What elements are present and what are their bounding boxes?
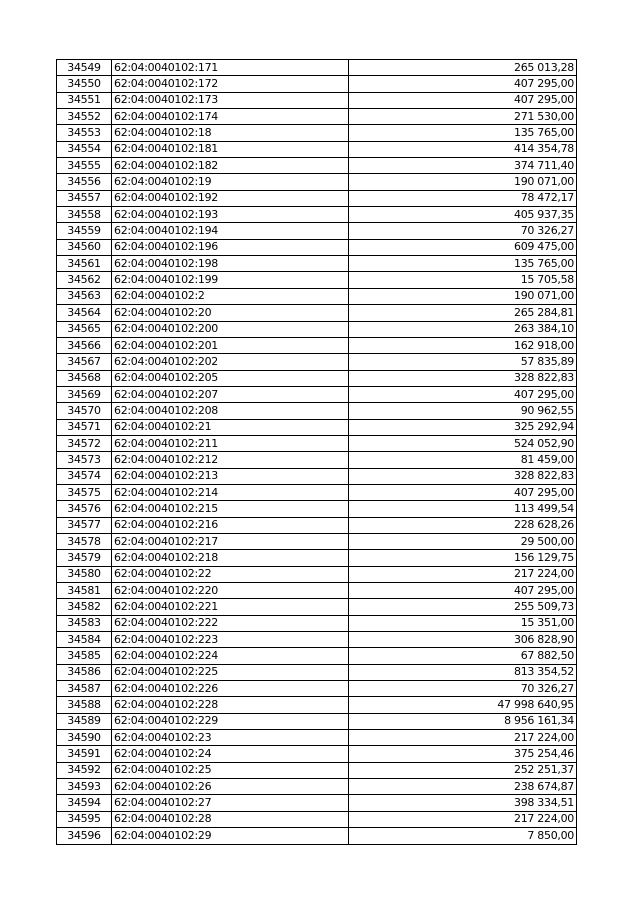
cadastral-number-cell: 62:04:0040102:26 (112, 779, 349, 795)
cadastral-number-cell: 62:04:0040102:174 (112, 109, 349, 125)
row-number-cell: 34589 (57, 713, 112, 729)
row-number-cell: 34592 (57, 762, 112, 778)
cadastral-value-cell: 15 705,58 (349, 272, 577, 288)
cadastral-value-cell: 217 224,00 (349, 566, 577, 582)
row-number-cell: 34564 (57, 305, 112, 321)
table-row (57, 223, 577, 239)
table-row (57, 517, 577, 533)
table-row (57, 321, 577, 337)
table-row (57, 484, 577, 500)
cadastral-value-cell: 156 129,75 (349, 550, 577, 566)
cadastral-number-cell: 62:04:0040102:229 (112, 713, 349, 729)
cadastral-value-cell: 306 828,90 (349, 632, 577, 648)
cadastral-number-cell: 62:04:0040102:208 (112, 403, 349, 419)
cadastral-value-table (56, 59, 577, 845)
row-number-cell: 34550 (57, 76, 112, 92)
row-number-cell: 34555 (57, 158, 112, 174)
cadastral-number-cell: 62:04:0040102:213 (112, 468, 349, 484)
cadastral-number-cell: 62:04:0040102:171 (112, 60, 349, 76)
table-row (57, 730, 577, 746)
table-row (57, 256, 577, 272)
table-row (57, 92, 577, 108)
cadastral-value-cell: 47 998 640,95 (349, 697, 577, 713)
table-row (57, 533, 577, 549)
table-row (57, 828, 577, 844)
cadastral-number-cell: 62:04:0040102:181 (112, 141, 349, 157)
cadastral-number-cell: 62:04:0040102:192 (112, 190, 349, 206)
row-number-cell: 34570 (57, 403, 112, 419)
row-number-cell: 34588 (57, 697, 112, 713)
cadastral-number-cell: 62:04:0040102:21 (112, 419, 349, 435)
cadastral-number-cell: 62:04:0040102:221 (112, 599, 349, 615)
row-number-cell: 34563 (57, 288, 112, 304)
cadastral-value-cell: 217 224,00 (349, 730, 577, 746)
table-row (57, 337, 577, 353)
row-number-cell: 34559 (57, 223, 112, 239)
row-number-cell: 34587 (57, 681, 112, 697)
table-row (57, 60, 577, 76)
cadastral-value-cell: 265 284,81 (349, 305, 577, 321)
table-row (57, 239, 577, 255)
cadastral-value-cell: 217 224,00 (349, 811, 577, 827)
cadastral-number-cell: 62:04:0040102:22 (112, 566, 349, 582)
cadastral-number-cell: 62:04:0040102:24 (112, 746, 349, 762)
cadastral-number-cell: 62:04:0040102:218 (112, 550, 349, 566)
cadastral-number-cell: 62:04:0040102:28 (112, 811, 349, 827)
cadastral-value-cell: 328 822,83 (349, 468, 577, 484)
row-number-cell: 34583 (57, 615, 112, 631)
cadastral-number-cell: 62:04:0040102:215 (112, 501, 349, 517)
table-row (57, 109, 577, 125)
table-row (57, 550, 577, 566)
row-number-cell: 34591 (57, 746, 112, 762)
table-row (57, 713, 577, 729)
cadastral-number-cell: 62:04:0040102:201 (112, 337, 349, 353)
table-row (57, 354, 577, 370)
row-number-cell: 34585 (57, 648, 112, 664)
cadastral-value-cell: 609 475,00 (349, 239, 577, 255)
table-row (57, 468, 577, 484)
table-row (57, 697, 577, 713)
row-number-cell: 34575 (57, 484, 112, 500)
cadastral-value-cell: 67 882,50 (349, 648, 577, 664)
row-number-cell: 34557 (57, 190, 112, 206)
row-number-cell: 34580 (57, 566, 112, 582)
row-number-cell: 34584 (57, 632, 112, 648)
cadastral-number-cell: 62:04:0040102:198 (112, 256, 349, 272)
row-number-cell: 34593 (57, 779, 112, 795)
cadastral-number-cell: 62:04:0040102:173 (112, 92, 349, 108)
table-row (57, 762, 577, 778)
cadastral-value-cell: 238 674,87 (349, 779, 577, 795)
cadastral-value-cell: 255 509,73 (349, 599, 577, 615)
cadastral-value-cell: 78 472,17 (349, 190, 577, 206)
table-row (57, 403, 577, 419)
row-number-cell: 34562 (57, 272, 112, 288)
cadastral-number-cell: 62:04:0040102:182 (112, 158, 349, 174)
cadastral-value-cell: 271 530,00 (349, 109, 577, 125)
cadastral-number-cell: 62:04:0040102:212 (112, 452, 349, 468)
row-number-cell: 34577 (57, 517, 112, 533)
cadastral-value-cell: 325 292,94 (349, 419, 577, 435)
cadastral-value-cell: 328 822,83 (349, 370, 577, 386)
cadastral-number-cell: 62:04:0040102:205 (112, 370, 349, 386)
row-number-cell: 34595 (57, 811, 112, 827)
row-number-cell: 34596 (57, 828, 112, 844)
cadastral-number-cell: 62:04:0040102:222 (112, 615, 349, 631)
cadastral-number-cell: 62:04:0040102:224 (112, 648, 349, 664)
cadastral-number-cell: 62:04:0040102:29 (112, 828, 349, 844)
table-row (57, 288, 577, 304)
cadastral-value-cell: 70 326,27 (349, 223, 577, 239)
row-number-cell: 34574 (57, 468, 112, 484)
table-row (57, 746, 577, 762)
cadastral-number-cell: 62:04:0040102:196 (112, 239, 349, 255)
cadastral-number-cell: 62:04:0040102:193 (112, 207, 349, 223)
table-row (57, 599, 577, 615)
row-number-cell: 34582 (57, 599, 112, 615)
table-row (57, 190, 577, 206)
cadastral-number-cell: 62:04:0040102:217 (112, 533, 349, 549)
table-row (57, 501, 577, 517)
cadastral-value-cell: 70 326,27 (349, 681, 577, 697)
table-row (57, 583, 577, 599)
cadastral-value-cell: 162 918,00 (349, 337, 577, 353)
row-number-cell: 34586 (57, 664, 112, 680)
table-row (57, 779, 577, 795)
cadastral-number-cell: 62:04:0040102:214 (112, 484, 349, 500)
table-row (57, 681, 577, 697)
cadastral-number-cell: 62:04:0040102:228 (112, 697, 349, 713)
cadastral-value-cell: 90 962,55 (349, 403, 577, 419)
row-number-cell: 34568 (57, 370, 112, 386)
cadastral-value-cell: 190 071,00 (349, 288, 577, 304)
table-row (57, 386, 577, 402)
row-number-cell: 34590 (57, 730, 112, 746)
cadastral-value-cell: 113 499,54 (349, 501, 577, 517)
row-number-cell: 34553 (57, 125, 112, 141)
table-row (57, 664, 577, 680)
cadastral-number-cell: 62:04:0040102:207 (112, 386, 349, 402)
row-number-cell: 34594 (57, 795, 112, 811)
table-row (57, 174, 577, 190)
cadastral-number-cell: 62:04:0040102:20 (112, 305, 349, 321)
cadastral-value-cell: 813 354,52 (349, 664, 577, 680)
cadastral-value-cell: 29 500,00 (349, 533, 577, 549)
cadastral-value-cell: 265 013,28 (349, 60, 577, 76)
cadastral-value-cell: 7 850,00 (349, 828, 577, 844)
table-row (57, 811, 577, 827)
row-number-cell: 34573 (57, 452, 112, 468)
table-row (57, 452, 577, 468)
cadastral-number-cell: 62:04:0040102:18 (112, 125, 349, 141)
table-row (57, 305, 577, 321)
row-number-cell: 34565 (57, 321, 112, 337)
cadastral-number-cell: 62:04:0040102:223 (112, 632, 349, 648)
cadastral-value-cell: 407 295,00 (349, 484, 577, 500)
cadastral-value-cell: 405 937,35 (349, 207, 577, 223)
row-number-cell: 34558 (57, 207, 112, 223)
cadastral-number-cell: 62:04:0040102:19 (112, 174, 349, 190)
row-number-cell: 34578 (57, 533, 112, 549)
row-number-cell: 34572 (57, 435, 112, 451)
cadastral-value-cell: 398 334,51 (349, 795, 577, 811)
cadastral-number-cell: 62:04:0040102:199 (112, 272, 349, 288)
table-row (57, 419, 577, 435)
cadastral-value-cell: 407 295,00 (349, 92, 577, 108)
cadastral-number-cell: 62:04:0040102:226 (112, 681, 349, 697)
table-row (57, 435, 577, 451)
table-body (57, 60, 577, 845)
row-number-cell: 34560 (57, 239, 112, 255)
cadastral-number-cell: 62:04:0040102:172 (112, 76, 349, 92)
cadastral-number-cell: 62:04:0040102:23 (112, 730, 349, 746)
cadastral-number-cell: 62:04:0040102:200 (112, 321, 349, 337)
cadastral-value-cell: 374 711,40 (349, 158, 577, 174)
cadastral-number-cell: 62:04:0040102:27 (112, 795, 349, 811)
table-row (57, 76, 577, 92)
row-number-cell: 34569 (57, 386, 112, 402)
table-row (57, 141, 577, 157)
row-number-cell: 34556 (57, 174, 112, 190)
cadastral-value-cell: 414 354,78 (349, 141, 577, 157)
cadastral-value-cell: 407 295,00 (349, 583, 577, 599)
table-row (57, 632, 577, 648)
row-number-cell: 34581 (57, 583, 112, 599)
row-number-cell: 34576 (57, 501, 112, 517)
table-row (57, 615, 577, 631)
cadastral-value-cell: 8 956 161,34 (349, 713, 577, 729)
row-number-cell: 34551 (57, 92, 112, 108)
table-row (57, 370, 577, 386)
cadastral-value-cell: 407 295,00 (349, 386, 577, 402)
table-row (57, 207, 577, 223)
table-row (57, 158, 577, 174)
table-row (57, 125, 577, 141)
row-number-cell: 34561 (57, 256, 112, 272)
row-number-cell: 34554 (57, 141, 112, 157)
cadastral-number-cell: 62:04:0040102:25 (112, 762, 349, 778)
cadastral-value-cell: 263 384,10 (349, 321, 577, 337)
cadastral-value-cell: 407 295,00 (349, 76, 577, 92)
table-row (57, 795, 577, 811)
cadastral-value-cell: 135 765,00 (349, 256, 577, 272)
table-row (57, 566, 577, 582)
cadastral-number-cell: 62:04:0040102:220 (112, 583, 349, 599)
cadastral-number-cell: 62:04:0040102:216 (112, 517, 349, 533)
table-row (57, 648, 577, 664)
cadastral-value-cell: 57 835,89 (349, 354, 577, 370)
cadastral-number-cell: 62:04:0040102:2 (112, 288, 349, 304)
cadastral-number-cell: 62:04:0040102:194 (112, 223, 349, 239)
row-number-cell: 34567 (57, 354, 112, 370)
cadastral-number-cell: 62:04:0040102:202 (112, 354, 349, 370)
row-number-cell: 34552 (57, 109, 112, 125)
document-page (56, 59, 577, 845)
cadastral-value-cell: 81 459,00 (349, 452, 577, 468)
cadastral-value-cell: 524 052,90 (349, 435, 577, 451)
row-number-cell: 34571 (57, 419, 112, 435)
cadastral-number-cell: 62:04:0040102:225 (112, 664, 349, 680)
cadastral-value-cell: 190 071,00 (349, 174, 577, 190)
cadastral-value-cell: 15 351,00 (349, 615, 577, 631)
cadastral-value-cell: 252 251,37 (349, 762, 577, 778)
cadastral-number-cell: 62:04:0040102:211 (112, 435, 349, 451)
cadastral-value-cell: 375 254,46 (349, 746, 577, 762)
row-number-cell: 34579 (57, 550, 112, 566)
row-number-cell: 34566 (57, 337, 112, 353)
table-row (57, 272, 577, 288)
row-number-cell: 34549 (57, 60, 112, 76)
cadastral-value-cell: 135 765,00 (349, 125, 577, 141)
cadastral-value-cell: 228 628,26 (349, 517, 577, 533)
